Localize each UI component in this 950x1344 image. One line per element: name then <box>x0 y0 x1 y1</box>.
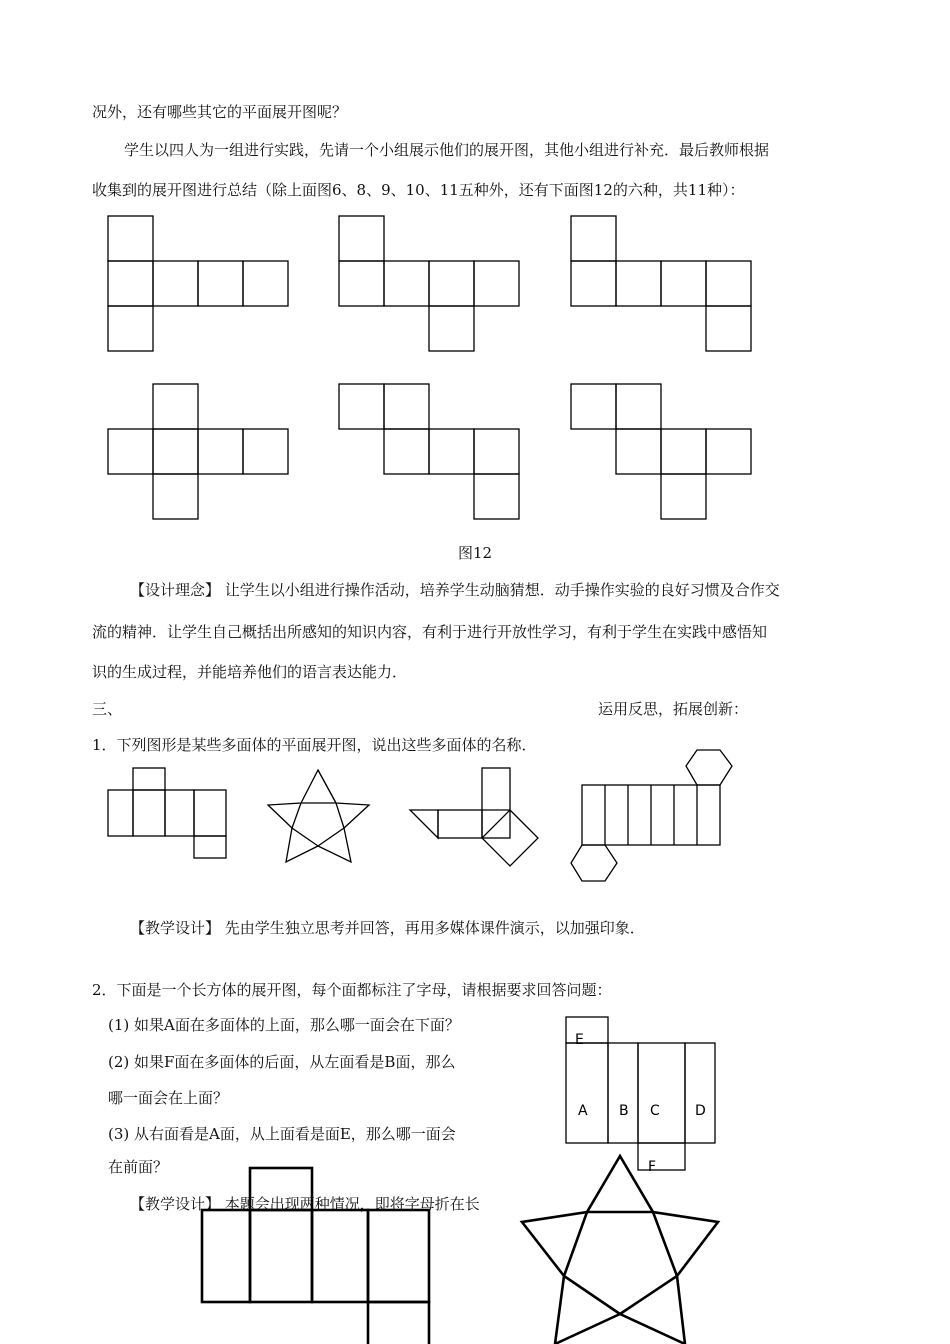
face-label-b: B <box>619 1103 629 1119</box>
question-2-part-3b: 在前面？ <box>108 1158 169 1176</box>
question-2-part-1: (1) 如果A面在多面体的上面，那么哪一面会在下面？ <box>108 1016 460 1034</box>
large-prism-net <box>202 1168 429 1344</box>
question-2: 2．下面是一个长方体的展开图，每个面都标注了字母，请根据要求回答问题： <box>92 981 612 999</box>
teaching-design-2: 【教学设计】 本题会出现两种情况，即将字母折在长 <box>130 1195 480 1213</box>
design-concept-line-2: 流的精神．让学生自己概括出所感知的知识内容，有利于进行开放性学习，有利于学生在实践中感悟知 <box>92 623 768 641</box>
face-label-f: F <box>648 1159 657 1175</box>
question-2-part-2a: (2) 如果F面在多面体的后面，从左面看是B面，那么 <box>108 1053 456 1071</box>
design-concept-line-1: 【设计理念】 让学生以小组进行操作活动，培养学生动脑猜想．动手操作实验的良好习惯及合作交 <box>130 581 780 599</box>
face-label-c: C <box>650 1103 660 1119</box>
text-p1: 况外，还有哪些其它的平面展开图呢？ <box>92 103 348 121</box>
question-2-part-2b: 哪一面会在上面？ <box>108 1089 229 1107</box>
question-1: 1．下列图形是某些多面体的平面展开图，说出这些多面体的名称． <box>92 736 537 754</box>
face-label-d: D <box>695 1103 706 1119</box>
question-2-part-3a: (3) 从右面看是A面，从上面看是面E，那么哪一面会 <box>108 1125 456 1143</box>
text-p2: 学生以四人为一组进行实践，先请一个小组展示他们的展开图，其他小组进行补充．最后教师根据 <box>124 141 770 159</box>
large-pentagram-net <box>522 1156 718 1344</box>
figure-12-caption: 图12 <box>458 544 493 562</box>
text-p3: 收集到的展开图进行总结（除上面图6、8、9、10、11五种外，还有下面图12的六种，共11种）： <box>92 181 745 199</box>
face-label-a: A <box>578 1103 588 1119</box>
face-label-e: E <box>575 1032 584 1048</box>
section-3-number: 三、 <box>92 700 123 718</box>
design-concept-line-3: 识的生成过程，并能培养他们的语言表达能力． <box>92 663 408 681</box>
teaching-design-1: 【教学设计】 先由学生独立思考并回答，再用多媒体课件演示，以加强印象． <box>130 919 645 937</box>
section-3-title: 运用反思，拓展创新： <box>598 700 749 718</box>
